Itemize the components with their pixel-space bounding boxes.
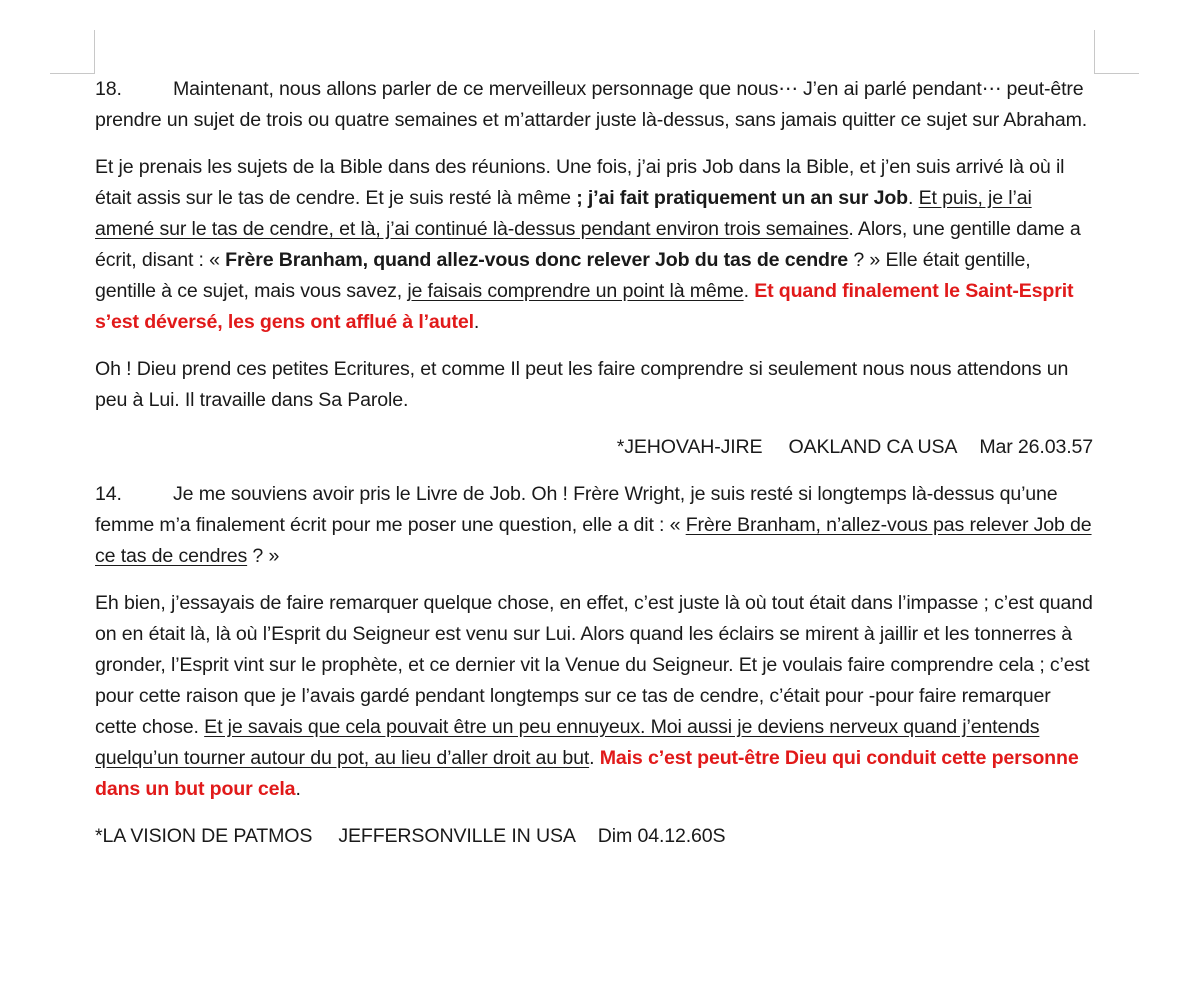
bold-text: ; j’ai fait pratiquement un an sur Job bbox=[576, 187, 909, 209]
text-run: . bbox=[743, 280, 755, 302]
underlined-text: Et je savais que cela pouvait être un peu ennuyeux. Moi aussi je deviens nerveux quand j’entends quelqu’un tourner autour du pot, au lieu d’aller droit au but bbox=[95, 716, 1040, 769]
text-run: ? » bbox=[247, 545, 280, 567]
text-run: Eh bien, j’essayais de faire remarquer quelque chose, en effet, c’est juste là où tout était dans l’impasse ; c’est quand on en était là, là où l’Esprit du Seigneur est venu sur Lui. Alors quand les éclairs se mirent à jaillir et les tonnerres à gronder, l’Esprit vint sur le prophète, et ce dernier vit la Venue du Seigneur. Et je voulais faire comprendre cela ; c’est pour cette raison que je l’avais gardé pendant longtemps sur ce tas de cendre, c’était pour -pour faire remarquer cette chose. bbox=[95, 592, 1093, 738]
text-run: . bbox=[908, 187, 919, 209]
text-run: . bbox=[295, 778, 301, 800]
paragraph-text: Maintenant, nous allons parler de ce merveilleux personnage que nous⋯ J’en ai parlé pendant⋯ peut-être prendre un sujet de trois ou quatre semaines et m’attarder juste là-dessus, sans jamais quitter ce sujet sur Abraham. bbox=[95, 78, 1088, 131]
text-run: Et je prenais les sujets de la Bible dans des réunions. Une fois, j’ai pris Job dans la Bible, et j’en suis arrivé là où il était assis sur le tas de cendre. Et je suis resté là même bbox=[95, 156, 1065, 209]
sermon-date: Dim 04.12.60S bbox=[597, 825, 726, 847]
text-run: . bbox=[589, 747, 600, 769]
sermon-date: Mar 26.03.57 bbox=[979, 436, 1093, 458]
sermon-reference-2 bbox=[95, 821, 1095, 852]
bold-quote: Frère Branham, quand allez-vous donc relever Job du tas de cendre bbox=[225, 249, 849, 271]
paragraph-eh-bien bbox=[95, 588, 1095, 805]
paragraph-number: 18. bbox=[95, 78, 122, 100]
underlined-quote: Frère Branham, n’allez-vous pas relever Job de ce tas de cendres bbox=[95, 514, 1092, 567]
underlined-text: je faisais comprendre un point là même bbox=[407, 280, 744, 302]
document-page bbox=[95, 74, 1095, 868]
paragraph-number: 14. bbox=[95, 483, 122, 505]
text-run: ? » Elle était gentille, gentille à ce sujet, mais vous savez, bbox=[95, 249, 1031, 302]
sermon-location: OAKLAND CA USA bbox=[788, 436, 958, 458]
paragraph-oh-dieu bbox=[95, 354, 1095, 416]
paragraph-18 bbox=[95, 74, 1095, 136]
crop-mark-top-left-vertical bbox=[94, 30, 95, 74]
sermon-location: JEFFERSONVILLE IN USA bbox=[338, 825, 576, 847]
crop-mark-top-right-horizontal bbox=[1094, 73, 1139, 74]
sermon-reference-1 bbox=[95, 432, 1095, 463]
red-highlight-text: Et quand finalement le Saint-Esprit s’est déversé, les gens ont afflué à l’autel bbox=[95, 280, 1074, 333]
crop-mark-top-left-horizontal bbox=[50, 73, 95, 74]
paragraph-job-ash-heap bbox=[95, 152, 1095, 338]
paragraph-text: Oh ! Dieu prend ces petites Ecritures, et comme Il peut les faire comprendre si seulement nous nous attendons un peu à Lui. Il travaille dans Sa Parole. bbox=[95, 358, 1069, 411]
red-highlight-text: Mais c’est peut-être Dieu qui conduit cette personne dans un but pour cela bbox=[95, 747, 1079, 800]
text-run: Je me souviens avoir pris le Livre de Job. Oh ! Frère Wright, je suis resté si longtemps là-dessus qu’une femme m’a finalement écrit pour me poser une question, elle a dit : « bbox=[95, 483, 1058, 536]
text-run: . bbox=[473, 311, 480, 333]
crop-mark-top-right-vertical bbox=[1094, 30, 1095, 74]
sermon-title: *LA VISION DE PATMOS bbox=[95, 825, 313, 847]
text-run: . Alors, une gentille dame a écrit, disant : « bbox=[95, 218, 1081, 271]
sermon-title: *JEHOVAH-JIRE bbox=[616, 436, 763, 458]
underlined-text: Et puis, je l’ai amené sur le tas de cendre, et là, j’ai continué là-dessus pendant environ trois semaines bbox=[95, 187, 1032, 240]
paragraph-14 bbox=[95, 479, 1095, 572]
